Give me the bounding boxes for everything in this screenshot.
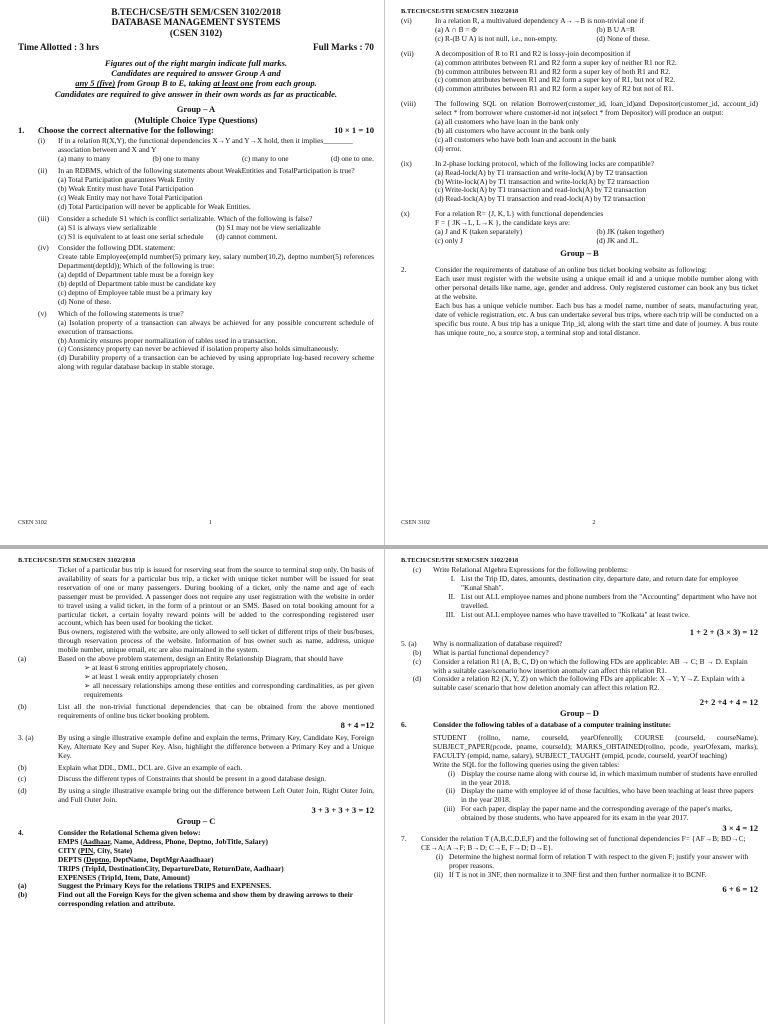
option: (b) JK (taken together) bbox=[596, 227, 665, 237]
page-number: 1 bbox=[208, 520, 212, 526]
mcq-number: (ix) bbox=[401, 158, 412, 168]
mcq-options bbox=[58, 233, 374, 242]
option: (a) all customers who have loan in the bank only bbox=[435, 117, 579, 127]
mcq-number: (vi) bbox=[401, 16, 412, 25]
option: (d) JK and JL. bbox=[596, 235, 639, 245]
list-item: ➢ at least 1 weak entity appropriately chosen bbox=[84, 673, 374, 682]
item-text: For each paper, display the paper name and the corresponding average of the paper's marks, obtained by those students, who have appeared for its exam in the year 2017. bbox=[461, 804, 733, 823]
item-number: (i) bbox=[448, 768, 455, 778]
question-6 bbox=[401, 721, 758, 730]
schema-text: EMPS ( bbox=[58, 836, 83, 846]
schema-text: , Name, Address, Phone, Deptno, JobTitle, Salary) bbox=[110, 836, 268, 846]
question-text: Consider the relation T (A,B,C,D,E,F) and the following set of functional dependencies F= {AF→B; BD→C; CE→A; A→F; B→D; C→E, F→D; D→E}. bbox=[421, 834, 746, 853]
option: (b) Atomicity ensures proper normalization of tables used in a transaction. bbox=[58, 335, 278, 345]
option: (b) B U A=R bbox=[596, 24, 635, 34]
list-item: ➢ all necessary relationships among these entities and corresponding cardinalities, as per given requirements bbox=[84, 682, 374, 700]
item-number: (iii) bbox=[443, 804, 455, 814]
question-para: Each user must register with the website using a unique email id and a unique mobile number along with other personal details like name, age, gender and address. Only registered customer can book any bus ticket at the website. bbox=[435, 274, 758, 301]
question-number: 6. bbox=[401, 720, 407, 730]
item-text: Determine the highest normal form of relation T with respect to the given F; justify your answer with proper reasons. bbox=[449, 852, 749, 871]
instruction-2: Candidates are required to answer Group A and bbox=[111, 68, 281, 79]
instruction-text: Write the SQL for the following queries using the given tables: bbox=[433, 759, 620, 769]
mcq-viii bbox=[401, 100, 758, 153]
option: (d) cannot comment. bbox=[216, 231, 278, 241]
option: (a) J and K (taken separately) bbox=[435, 227, 523, 237]
footer-code: CSEN 3102 bbox=[18, 520, 47, 526]
option: (d) Durability property of a transaction can be achieved by using appropriate log-based recovery scheme along with regular database backup in stable storage. bbox=[58, 353, 374, 372]
question-4b bbox=[18, 891, 374, 909]
option: (c) many to one bbox=[241, 154, 289, 164]
instruction-3 bbox=[18, 78, 374, 88]
mcq-number: (x) bbox=[401, 209, 410, 219]
question-5c bbox=[401, 658, 758, 676]
requirement-list bbox=[58, 664, 374, 700]
part-text: Consider a relation R1 (A, B, C, D) on which the following FDs are applicable: AB → C; B → D. Explain with a suitable case/scenario how insertion anomaly can affect this relation R1. bbox=[433, 656, 748, 675]
option: (c) Write-lock(A) by T1 transaction and read-lock(A) by T2 transaction bbox=[435, 185, 647, 195]
option: (c) deptno of Employee table must be a primary key bbox=[58, 287, 213, 297]
option: (c) S1 is equivalent to at least one serial schedule bbox=[58, 231, 204, 241]
question-3c bbox=[18, 775, 374, 784]
mcq-number: (iv) bbox=[38, 243, 49, 253]
option: (d) Total Participation will never be applicable for Weak Entities. bbox=[58, 201, 251, 211]
mcq-iv bbox=[18, 244, 374, 306]
instruction-3a: any 5 (five) bbox=[75, 78, 116, 89]
part-label: (b) bbox=[18, 762, 27, 772]
list-item bbox=[433, 575, 758, 593]
part-text: Write Relational Algebra Expressions for the following problems: bbox=[433, 565, 628, 574]
list-item bbox=[433, 593, 758, 611]
page-header: B.TECH/CSE/5TH SEM/CSEN 3102/2018 bbox=[111, 8, 281, 18]
instruction-1: Figures out of the right margin indicate full marks. bbox=[104, 57, 288, 68]
instruction-3b: from Group B to E, taking bbox=[115, 78, 214, 89]
part-text: Why is normalization of database required? bbox=[433, 638, 563, 648]
option: (d) error. bbox=[435, 143, 462, 153]
instruction-3d: from each group. bbox=[253, 78, 317, 89]
group-d-title: Group – D bbox=[560, 707, 599, 718]
part-label: (a) bbox=[18, 654, 27, 664]
part-label: (c) bbox=[18, 774, 27, 784]
option: (d) common attributes between R1 and R2 form a super key of R2 but not of R1. bbox=[435, 84, 674, 94]
question-number: 1. bbox=[18, 125, 25, 136]
course-code: (CSEN 3102) bbox=[169, 28, 223, 39]
mcq-number: (i) bbox=[38, 136, 45, 146]
item-number: III. bbox=[445, 609, 455, 619]
part-label: (b) bbox=[18, 701, 27, 711]
list-item bbox=[421, 853, 758, 871]
list-item: ➢ at least 6 strong entities appropriately chosen, bbox=[84, 664, 374, 673]
part-text: Based on the above problem statement, design an Entity Relationship Diagram, that should have bbox=[58, 654, 344, 664]
instructions bbox=[18, 58, 374, 100]
mcq-i bbox=[18, 137, 374, 164]
mcq-number: (iii) bbox=[38, 213, 50, 223]
mcq-text: Consider a schedule S1 which is conflict serializable. Which of the following is false? bbox=[58, 213, 313, 223]
item-number: (ii) bbox=[433, 870, 443, 880]
mcq-ii bbox=[18, 167, 374, 212]
option: (a) S1 is always view serializable bbox=[58, 222, 157, 232]
marks: 1 + 2 + (3 × 3) = 12 bbox=[689, 627, 758, 638]
mcq-text: In a relation R, a multivalued dependency A→→B is non-trivial one if bbox=[435, 16, 644, 25]
part-label: (a) bbox=[18, 881, 27, 891]
option: (a) common attributes between R1 and R2 form a super key of neither R1 nor R2. bbox=[435, 57, 677, 67]
page-3 bbox=[0, 549, 384, 1024]
option: (b) all customers who have account in the bank only bbox=[435, 125, 590, 135]
item-text: If T is not in 3NF, then normalize it to 3NF first and then further normalize it to BCNF. bbox=[449, 870, 707, 880]
mcq-text: The following SQL on relation Borrower(customer_id, loan_id)and Depositor(customer_id, account_id) select * from borrower where customer-id not in(select * from Depositor) will produce an output: bbox=[435, 99, 758, 118]
page-number: 2 bbox=[592, 520, 596, 526]
option: (b) deptId of Department table must be candidate key bbox=[58, 279, 217, 289]
question-para: Each bus has a unique vehicle number. Each bus has a model name, number of seats, manufacturing year, date of vehicle registration, etc. A bus can undertake several bus trips, where each trip will be conducted on a specific bus route. A bus trip has a unique Trip_id, along with the start time and date of journey. A bus route has unique route_no, a source stop, a terminal stop and total distance. bbox=[435, 300, 758, 337]
page-2 bbox=[384, 0, 768, 545]
item-text: List the Trip ID, dates, amounts, destination city, departure date, and return date for employee "Kunal Shah". bbox=[461, 573, 739, 592]
marks: 6 + 6 = 12 bbox=[722, 884, 758, 894]
part-text: Suggest the Primary Keys for the relations TRIPS and EXPENSES. bbox=[58, 881, 272, 891]
option: (c) Consistency property can never be achieved if isolation property also holds simultaneously. bbox=[58, 344, 339, 354]
primary-key: PIN bbox=[80, 845, 94, 855]
option: (b) Write-lock(A) by T1 transaction and write-lock(A) by T2 transaction bbox=[435, 176, 650, 186]
item-text: List out ALL employee names who have travelled to "Kolkata" at least twice. bbox=[461, 609, 690, 619]
schema-text: STUDENT (rollno, name, courseId, yearOfenroll); COURSE (courseId, courseName), SUBJECT_PAPER(pcode, pname, courseId); MARKS_OBTAINED(rollno, pcode, yearOfexam, marks), FACULTY (empid, name, salary), SUBJECT_TAUGHT (empid, pcode, courseId, yearOf teaching) bbox=[433, 733, 758, 760]
question-2a bbox=[18, 655, 374, 700]
part-label: (b) bbox=[18, 890, 28, 900]
schema-expenses: EXPENSES (TripId, Item, Date, Amount) bbox=[58, 872, 190, 882]
marks: 3 × 4 = 12 bbox=[722, 823, 758, 834]
question-text: Consider the Relational Schema given below: bbox=[58, 827, 201, 837]
option: (c) Weak Entity may not have Total Participation bbox=[58, 192, 203, 202]
time-allotted: Time Allotted : 3 hrs bbox=[18, 42, 99, 53]
list-item bbox=[433, 805, 758, 823]
question-7 bbox=[401, 835, 758, 880]
option: (a) Total Participation guarantees Weak Entity bbox=[58, 175, 195, 185]
list-item bbox=[433, 611, 758, 620]
page-header: B.TECH/CSE/5TH SEM/CSEN 3102/2018 bbox=[401, 8, 519, 15]
option: (b) Weak Entity must have Total Participation bbox=[58, 184, 194, 193]
mcq-number: (ii) bbox=[38, 166, 48, 176]
option: (c) common attributes between R1 and R2 form a super key of R1, but not of R2. bbox=[435, 75, 676, 85]
mcq-x bbox=[401, 210, 758, 246]
question-para: Bus owners, registered with the website, are only allowed to sell ticket of different trips of their bus/buses, through reservation process of the website. Information of bus owner such as name, address, unique mobile number, unique email, etc are also maintained in the system. bbox=[58, 627, 374, 655]
group-c-title: Group – C bbox=[176, 815, 216, 826]
list-item bbox=[421, 871, 758, 880]
mcq-vi bbox=[401, 17, 758, 44]
question-text: Consider the requirements of database of an online bus ticket booking website as following: bbox=[435, 265, 707, 275]
question-text: Choose the correct alternative for the following: bbox=[38, 125, 214, 136]
option: (d) one to one. bbox=[330, 154, 374, 164]
instruction-3c: at least one bbox=[213, 78, 254, 89]
question-2b bbox=[18, 703, 374, 721]
schema-text: CITY ( bbox=[58, 845, 81, 855]
question-marks: 10 × 1 = 10 bbox=[334, 125, 374, 136]
option: (a) Isolation property of a transaction can always be achieved for any possible concurrent schedule of execution of transactions. bbox=[58, 317, 374, 336]
question-text: Consider the following tables of a database of a computer training institute: bbox=[433, 720, 672, 730]
question-4c bbox=[401, 566, 758, 619]
mcq-text: In 2-phase locking protocol, which of the following locks are compatible? bbox=[435, 158, 654, 168]
part-text: By using a single illustrative example bring out the difference between Left Outer Join, Right Outer Join, and Full Outer Join. bbox=[58, 786, 374, 805]
mcq-text: In an RDBMS, which of the following statements about WeakEntities and TotalParticipation is true? bbox=[58, 166, 355, 176]
group-a-title: Group – A bbox=[176, 104, 216, 115]
part-text: By using a single illustrative example define and explain the terms, Primary Key, Candidate Key, Foreign Key, Alternate Key and Super Key. Also, highlight the difference between a Primary Key and a Unique Key. bbox=[58, 732, 374, 760]
option: (c) all customers who have both loan and account in the bank bbox=[435, 134, 617, 144]
question-number: 7. bbox=[401, 834, 407, 844]
mcq-text: Consider the following DDL statement: bbox=[58, 243, 176, 253]
item-number: I. bbox=[450, 573, 455, 583]
marks: 8 + 4 =12 bbox=[340, 720, 374, 731]
part-text: Find out all the Foreign Keys for the given schema and show them by drawing arrows to their corresponding relation and attribute. bbox=[58, 890, 353, 909]
primary-key: Deptno bbox=[86, 854, 110, 864]
question-para: Ticket of a particular bus trip is issued for reserving seat from the source to terminal stop only. On basis of availability of seats for a particular bus trip, a ticket with unique ticket number will be issued for seat reservation of one or many passengers. During booking of a ticket, only the name and age of each passenger must be provided. A passenger does not require any user registration with the website in order to travel using a valid ticket, in the form of a printout or an SMS. Based on total booking amount for a particular ticket, a certain loyalty reward points will be added to the corresponding registered user account, which has been used for booking the ticket. bbox=[58, 565, 374, 628]
part-label: (b) bbox=[412, 647, 422, 657]
option: (d) None of these. bbox=[58, 296, 112, 306]
option: (d) None of these. bbox=[596, 33, 650, 43]
item-number: (ii) bbox=[445, 786, 455, 796]
instruction-4: Candidates are required to give answer in their own words as far as practicable. bbox=[54, 88, 338, 99]
list-item bbox=[433, 787, 758, 805]
item-text: Display the course name along with course id, in which maximum number of students have enrolled in the year 2018. bbox=[461, 768, 758, 787]
exam-meta bbox=[18, 42, 374, 52]
option: (a) many to many bbox=[58, 154, 111, 164]
item-text: List out ALL employee names and phone numbers from the "Accounting" department who have not travelled. bbox=[461, 591, 757, 610]
question-3a bbox=[18, 734, 374, 761]
part-text: List all the non-trivial functional dependencies that can be obtained from the above mentioned requirements of online bus ticket booking problem. bbox=[58, 701, 374, 720]
mcq-text: For a relation R= {J, K, L} with functional dependencies bbox=[435, 209, 604, 219]
part-label: (c) bbox=[412, 565, 422, 574]
full-marks: Full Marks : 70 bbox=[313, 42, 374, 53]
option: (d) Read-lock(A) by T1 transaction and read-lock(A) by T2 transaction bbox=[435, 194, 646, 204]
page-header: B.TECH/CSE/5TH SEM/CSEN 3102/2018 bbox=[401, 557, 519, 564]
mcq-options bbox=[58, 155, 374, 164]
footer-code: CSEN 3102 bbox=[401, 520, 430, 526]
question-number: 2. bbox=[401, 265, 407, 275]
part-text: Discuss the different types of Constraints that should be present in a good database design. bbox=[58, 774, 327, 784]
schema-text: DEPTS ( bbox=[58, 854, 87, 864]
mcq-v bbox=[18, 310, 374, 372]
group-b-title: Group – B bbox=[560, 247, 599, 258]
option: (b) common attributes between R1 and R2 form a super key of both R1 and R2. bbox=[435, 66, 671, 76]
page-4 bbox=[384, 549, 768, 1024]
mcq-text: A decomposition of R to R1 and R2 is lossy-join decomposition if bbox=[435, 48, 631, 58]
option: (b) S1 may not be view serializable bbox=[216, 222, 321, 232]
question-2-continued bbox=[18, 566, 374, 655]
part-label: (d) bbox=[412, 674, 422, 684]
item-number: (i) bbox=[436, 852, 443, 862]
primary-key: Aadhaar bbox=[82, 836, 111, 846]
group-a-subtitle: (Multiple Choice Type Questions) bbox=[134, 114, 258, 125]
page-footer bbox=[401, 520, 758, 526]
mcq-iii bbox=[18, 215, 374, 242]
mcq-text-2: F = { JK→L, L→K }, the candidate keys are: bbox=[435, 218, 571, 228]
item-number: II. bbox=[448, 591, 455, 601]
question-1 bbox=[18, 125, 374, 135]
course-title: DATABASE MANAGEMENT SYSTEMS bbox=[111, 18, 281, 29]
item-text: Display the name with employee id of those faculties, who have been teaching at least three papers in the year 2018. bbox=[461, 786, 754, 805]
schema-text: , City, State) bbox=[93, 845, 133, 855]
mcq-number: (v) bbox=[38, 308, 47, 318]
schema-text: , DeptName, DeptMgrAaadhaar) bbox=[109, 854, 214, 864]
mcq-vii bbox=[401, 50, 758, 95]
marks: 2+ 2 +4 + 4 = 12 bbox=[699, 697, 758, 708]
part-label: (c) bbox=[412, 656, 422, 666]
mcq-text: Which of the following statements is true? bbox=[58, 308, 184, 318]
option: (c) only J bbox=[435, 235, 463, 245]
marks: 3 + 3 + 3 + 3 = 12 bbox=[311, 805, 374, 816]
mcq-number: (vii) bbox=[401, 48, 414, 58]
page-header: B.TECH/CSE/5TH SEM/CSEN 3102/2018 bbox=[18, 557, 136, 564]
part-label: 3. (a) bbox=[18, 732, 34, 742]
option: (a) Read-lock(A) by T1 transaction and write-lock(A) by T2 transaction bbox=[435, 167, 648, 177]
list-item bbox=[433, 770, 758, 788]
question-5d bbox=[401, 675, 758, 693]
schema-trips: TRIPS (TripId, DestinationCity, DepartureDate, ReturnDate, Aadhaar) bbox=[58, 863, 284, 873]
mcq-text-2: Create table Employee(empId number(5) primary key, salary number(10,2), deptno number(5) references Department(deptId)); Which of the following is true: bbox=[58, 252, 374, 271]
page-footer bbox=[18, 520, 374, 526]
part-label: 5. (a) bbox=[401, 638, 417, 648]
part-text: Explain what DDL, DML, DCL are. Give an example of each. bbox=[58, 762, 243, 772]
mcq-text: If in a relation R(X,Y), the functional dependencies X→Y and Y→X hold, then it implies________ association between and X and Y bbox=[58, 136, 353, 155]
question-3b bbox=[18, 764, 374, 773]
option: (c) R-(B U A) is not null, i.e., non-empty. bbox=[435, 33, 558, 43]
part-text: Consider a relation R2 (X, Y, Z) on which the following FDs are applicable: X→Y; Y→Z. Explain with a suitable case/ scenario that how deletion anomaly can affect this relation R2. bbox=[433, 674, 745, 693]
option: (a) deptId of Department table must be a foreign key bbox=[58, 270, 214, 280]
part-text: What is partial functional dependency? bbox=[433, 647, 549, 657]
question-2 bbox=[401, 266, 758, 337]
option: (b) one to many bbox=[152, 154, 200, 164]
mcq-number: (viii) bbox=[401, 99, 416, 109]
question-4 bbox=[18, 829, 374, 882]
mcq-ix bbox=[401, 160, 758, 205]
option: (a) A ∩ B = Φ bbox=[435, 24, 477, 34]
page-1 bbox=[0, 0, 384, 545]
question-3d bbox=[18, 787, 374, 805]
part-label: (d) bbox=[18, 786, 27, 796]
question-number: 4. bbox=[18, 827, 24, 837]
